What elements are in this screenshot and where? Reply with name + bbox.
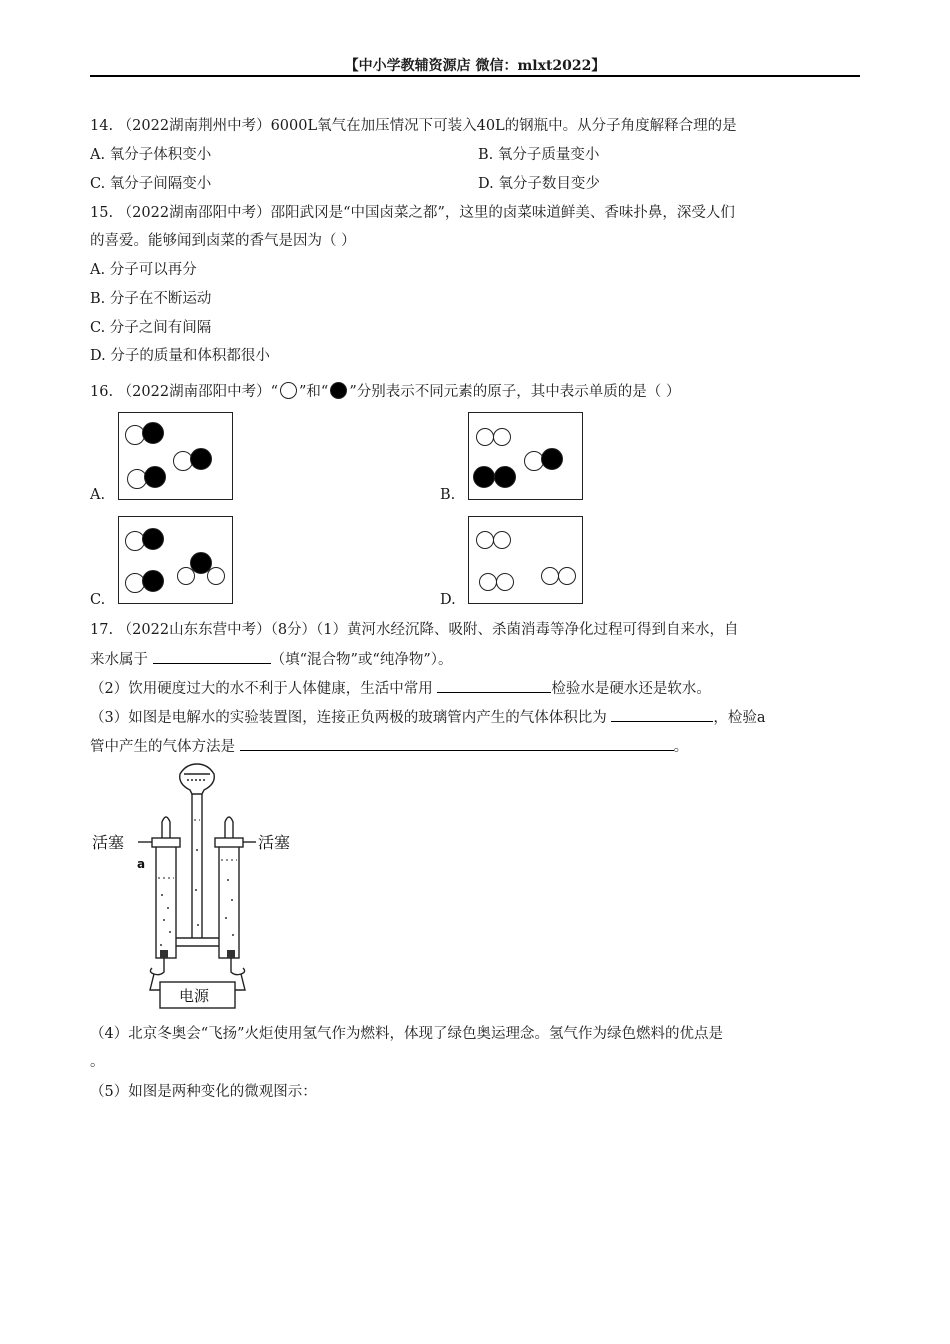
q14-option-d: D. 氧分子数目变少 — [478, 176, 600, 192]
q17-line4 — [90, 706, 766, 728]
q15-stem-line2: 的喜爱。能够闻到卤菜的香气是因为（ ） — [90, 233, 356, 249]
q15-option-a: A. 分子可以再分 — [90, 262, 197, 278]
q15-option-c: C. 分子之间有间隔 — [90, 320, 212, 336]
black-atom-icon — [142, 570, 164, 592]
q17-answer-blank-1[interactable] — [153, 648, 271, 664]
q16-diagram-c — [118, 516, 233, 604]
q17-line4-text-a: （3）如图是电解水的实验装置图，连接正负两极的玻璃管内产生的气体体积比为 — [90, 710, 612, 726]
q17-line3-text-a: （2）饮用硬度过大的水不利于人体健康，生活中常用 — [90, 681, 438, 697]
q16-label-b: B. — [440, 487, 456, 503]
black-atom-icon — [142, 422, 164, 444]
q14-stem: 14. （2022湖南荆州中考）6000L氧气在加压情况下可装入40L的钢瓶中。从分子角度解释合理的是 — [90, 118, 737, 134]
black-atom-icon — [330, 382, 347, 399]
q17-line5-text-b: 。 — [673, 739, 689, 755]
q14-option-b: B. 氧分子质量变小 — [478, 147, 600, 163]
q17-line2-text-a: 来水属于 — [90, 652, 153, 668]
white-atom-icon — [476, 428, 494, 446]
black-atom-icon — [473, 466, 495, 488]
q15-stem-line1: 15. （2022湖南邵阳中考）邵阳武冈是“中国卤菜之都”，这里的卤菜味道鲜美、香味扑鼻，深受人们 — [90, 205, 735, 221]
white-atom-icon — [558, 567, 576, 585]
q17-line3 — [90, 677, 711, 699]
white-atom-icon — [496, 573, 514, 591]
black-atom-icon — [494, 466, 516, 488]
power-supply-label: 电源 — [179, 987, 210, 1005]
q16-stem-prefix: 16. （2022湖南邵阳中考）“ — [90, 384, 278, 400]
q17-line5 — [90, 735, 688, 757]
q16-diagram-a — [118, 412, 233, 500]
q16-label-a: A. — [90, 487, 106, 503]
q15-option-b: B. 分子在不断运动 — [90, 291, 212, 307]
white-atom-icon — [493, 428, 511, 446]
black-atom-icon — [541, 448, 563, 470]
q16-stem-suffix: ”分别表示不同元素的原子，其中表示单质的是（ ） — [349, 384, 681, 400]
white-atom-icon — [476, 531, 494, 549]
q16-label-d: D. — [440, 592, 456, 608]
white-atom-icon — [541, 567, 559, 585]
stopcock-label-right: 活塞 — [258, 833, 291, 852]
q16-stem-mid: ”和“ — [298, 384, 329, 400]
q17-line3-text-b: 检验水是硬水还是软水。 — [551, 681, 711, 697]
q17-line5-text-a: 管中产生的气体方法是 — [90, 739, 240, 755]
white-atom-icon — [207, 567, 225, 585]
q17-answer-blank-2[interactable] — [437, 677, 551, 693]
q14-option-c: C. 氧分子间隔变小 — [90, 176, 212, 192]
q17-line4-text-b: ，检验a — [713, 710, 766, 726]
electrolysis-apparatus-diagram — [90, 760, 305, 1015]
q17-line8: （5）如图是两种变化的微观图示： — [90, 1084, 317, 1100]
black-atom-icon — [190, 448, 212, 470]
tube-a-label: a — [137, 857, 146, 871]
q15-option-d: D. 分子的质量和体积都很小 — [90, 348, 270, 364]
page-header: 【中小学教辅资源店 微信：mlxt2022】 — [344, 58, 606, 74]
q16-diagram-d — [468, 516, 583, 604]
q17-line2-text-b: （填“混合物”或“纯净物”）。 — [270, 652, 453, 668]
white-atom-icon — [493, 531, 511, 549]
black-atom-icon — [144, 466, 166, 488]
header-rule — [90, 75, 860, 77]
q16-stem — [90, 382, 680, 402]
black-atom-icon — [142, 528, 164, 550]
stopcock-label-left: 活塞 — [92, 833, 125, 852]
q14-option-a: A. 氧分子体积变小 — [90, 147, 212, 163]
q17-line2 — [90, 648, 453, 670]
q17-line7: 。 — [90, 1054, 105, 1070]
q16-label-c: C. — [90, 592, 106, 608]
white-atom-icon — [479, 573, 497, 591]
white-atom-icon — [280, 382, 297, 399]
q17-answer-blank-4[interactable] — [240, 735, 674, 751]
q17-answer-blank-3[interactable] — [611, 706, 713, 722]
q17-line1: 17. （2022山东东营中考）（8分）（1）黄河水经沉降、吸附、杀菌消毒等净化过程可得到自来水，自 — [90, 622, 739, 638]
q17-line6: （4）北京冬奥会“飞扬”火炬使用氢气作为燃料，体现了绿色奥运理念。氢气作为绿色燃料的优点是 — [90, 1026, 724, 1042]
q16-diagram-b — [468, 412, 583, 500]
